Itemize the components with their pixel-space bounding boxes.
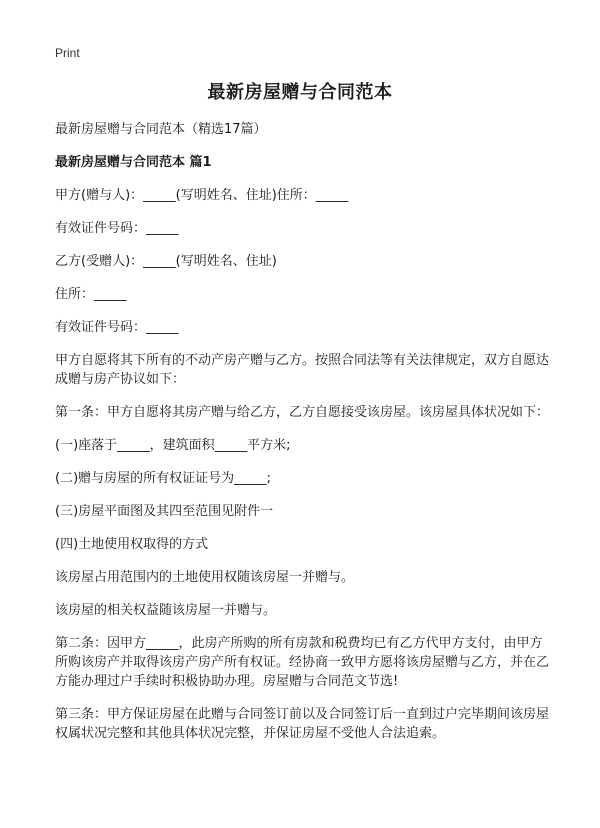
document-title: 最新房屋赠与合同范本 [207, 82, 393, 103]
paragraph-party-a: 甲方(赠与人)：_____(写明姓名、住址)住所：_____ [55, 188, 349, 203]
paragraph-party-a-id: 有效证件号码：_____ [55, 221, 179, 236]
paragraph-article-2: 第二条：因甲方_____，此房产所购的所有房款和税费均已有乙方代甲方支付，由甲方所购该房产并取得该房产房产所有权证。经协商一致甲方愿将该房屋赠与乙方，并在乙方能办理过户手续时积极协助办理。房屋赠与合同范文节选! [55, 636, 550, 689]
paragraph-item-2: (二)赠与房屋的所有权证证号为_____; [55, 471, 272, 486]
paragraph-article-1: 第一条：甲方自愿将其房产赠与给乙方，乙方自愿接受该房屋。该房屋具体状况如下： [55, 405, 550, 420]
print-label: Print [55, 46, 80, 60]
section-heading: 最新房屋赠与合同范本 篇1 [55, 155, 212, 170]
paragraph-item-3: (三)房屋平面图及其四至范围见附件一 [55, 504, 274, 519]
paragraph-preamble: 甲方自愿将其下所有的不动产房产赠与乙方。按照合同法等有关法律规定，双方自愿达成赠与房产协议如下： [55, 353, 550, 387]
paragraph-party-b: 乙方(受赠人)：_____(写明姓名、住址) [55, 254, 277, 269]
document-subtitle: 最新房屋赠与合同范本（精选17篇） [55, 122, 267, 137]
paragraph-party-b-address: 住所：_____ [55, 287, 127, 302]
paragraph-related-rights: 该房屋的相关权益随该房屋一并赠与。 [55, 603, 277, 618]
paragraph-article-3: 第三条：甲方保证房屋在此赠与合同签订前以及合同签订后一直到过户完毕期间该房屋权属状况完整和其他具体状况完整，并保证房屋不受他人合法追索。 [55, 707, 550, 741]
paragraph-item-4: (四)土地使用权取得的方式 [55, 537, 209, 552]
paragraph-party-b-id: 有效证件号码：_____ [55, 320, 179, 335]
paragraph-item-1: (一)座落于_____，建筑面积_____平方米; [55, 438, 291, 453]
document-body [55, 120, 555, 757]
paragraph-land-use: 该房屋占用范围内的土地使用权随该房屋一并赠与。 [55, 570, 355, 585]
